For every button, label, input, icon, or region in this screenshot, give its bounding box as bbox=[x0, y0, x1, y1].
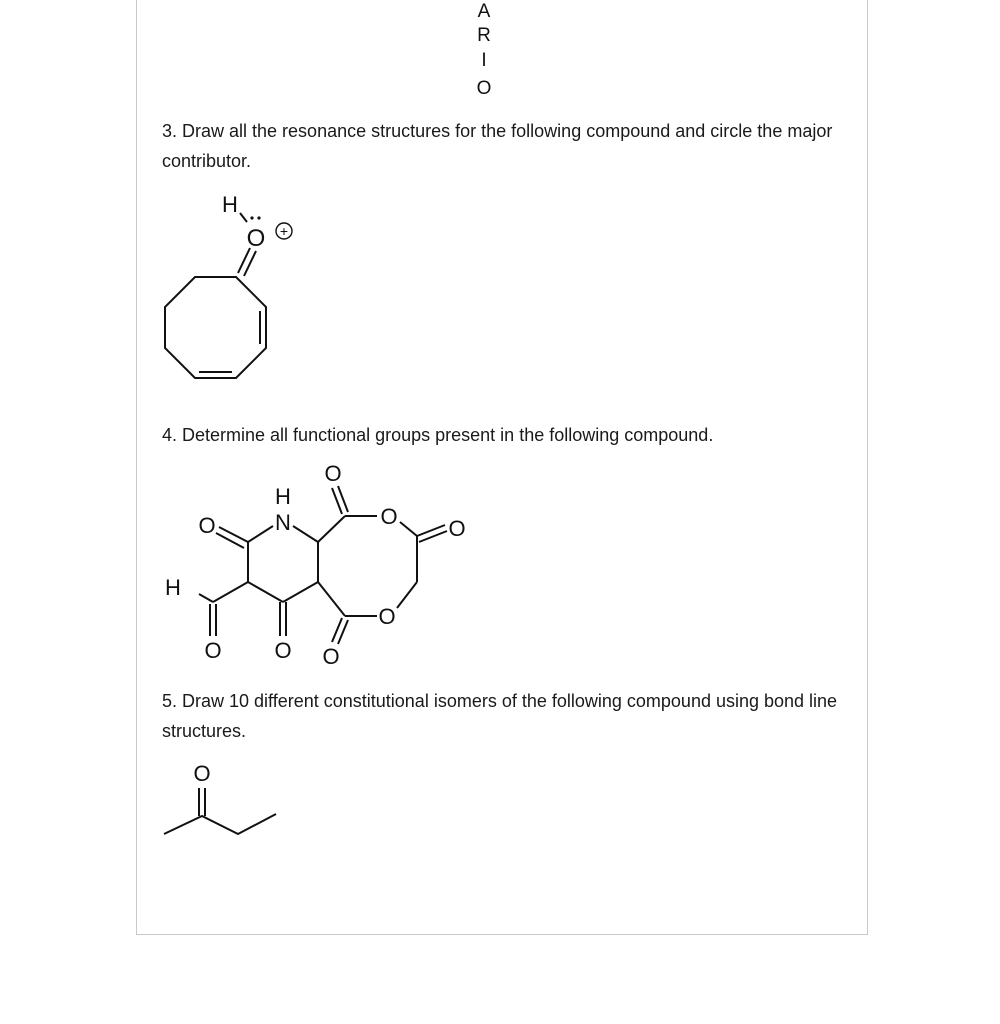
q5-butanone-structure bbox=[160, 758, 290, 848]
q4-bond-c3-c4 bbox=[248, 582, 283, 602]
fragment-letter-r: R bbox=[477, 25, 491, 46]
q4-bond-cd-c2 bbox=[318, 582, 345, 616]
q5-carbon-chain bbox=[164, 814, 276, 834]
q4-polyfunctional-structure bbox=[155, 458, 485, 673]
fragment-letter-i: I bbox=[481, 50, 487, 71]
q3-charge-sign: + bbox=[279, 223, 289, 239]
q4-bond-n-c1 bbox=[293, 526, 318, 542]
q4-atom-o-left: O bbox=[198, 513, 216, 538]
q4-bond-c1-ca bbox=[318, 516, 345, 542]
q4-atom-lactone-o: O bbox=[448, 516, 466, 541]
q4-bond-c5-n bbox=[248, 526, 273, 542]
q4-atom-ring-bottom-o: O bbox=[378, 604, 396, 629]
q4-atom-ketone-o: O bbox=[274, 638, 292, 663]
top-fragment-structure bbox=[470, 0, 510, 100]
q4-bond-c5-o-1 bbox=[219, 527, 248, 542]
q4-bond-cc-ob bbox=[397, 582, 417, 608]
q4-bond-c5-o-2 bbox=[216, 533, 244, 548]
q4-bond-c4-cald bbox=[213, 582, 248, 602]
q3-lone-pair-dot-1 bbox=[250, 216, 253, 219]
fragment-letter-a: A bbox=[477, 1, 491, 22]
q3-ring bbox=[165, 277, 266, 378]
fragment-letter-o: O bbox=[476, 78, 492, 99]
q3-bond-h-o bbox=[240, 213, 247, 222]
q4-atom-ester-top-o: O bbox=[324, 461, 342, 486]
question-5-text: 5. Draw 10 different constitutional isomers of the following compound using bond line structures. bbox=[162, 691, 838, 741]
q4-atom-ester-bottom-o: O bbox=[322, 644, 340, 669]
q5-atom-o: O bbox=[193, 761, 211, 786]
question-4-text: 4. Determine all functional groups present in the following compound. bbox=[162, 425, 714, 445]
q4-atom-ald-h: H bbox=[165, 575, 181, 600]
q4-atom-ald-o: O bbox=[204, 638, 222, 663]
q3-atom-o: O bbox=[246, 225, 266, 252]
q4-bond-cald-h bbox=[199, 594, 213, 602]
q4-bond-ot-cb bbox=[400, 522, 417, 536]
q4-atom-nh-h: H bbox=[275, 484, 291, 509]
q3-cyclooctatriene-oxonium-structure bbox=[160, 190, 310, 390]
question-3-text: 3. Draw all the resonance structures for the following compound and circle the major contributor. bbox=[162, 121, 833, 171]
q4-bond-c2-c3 bbox=[283, 582, 318, 602]
q4-atom-ring-top-o: O bbox=[380, 504, 398, 529]
q3-lone-pair-dot-2 bbox=[257, 216, 260, 219]
q3-atom-h: H bbox=[222, 192, 238, 217]
q4-atom-n: N bbox=[275, 510, 291, 535]
